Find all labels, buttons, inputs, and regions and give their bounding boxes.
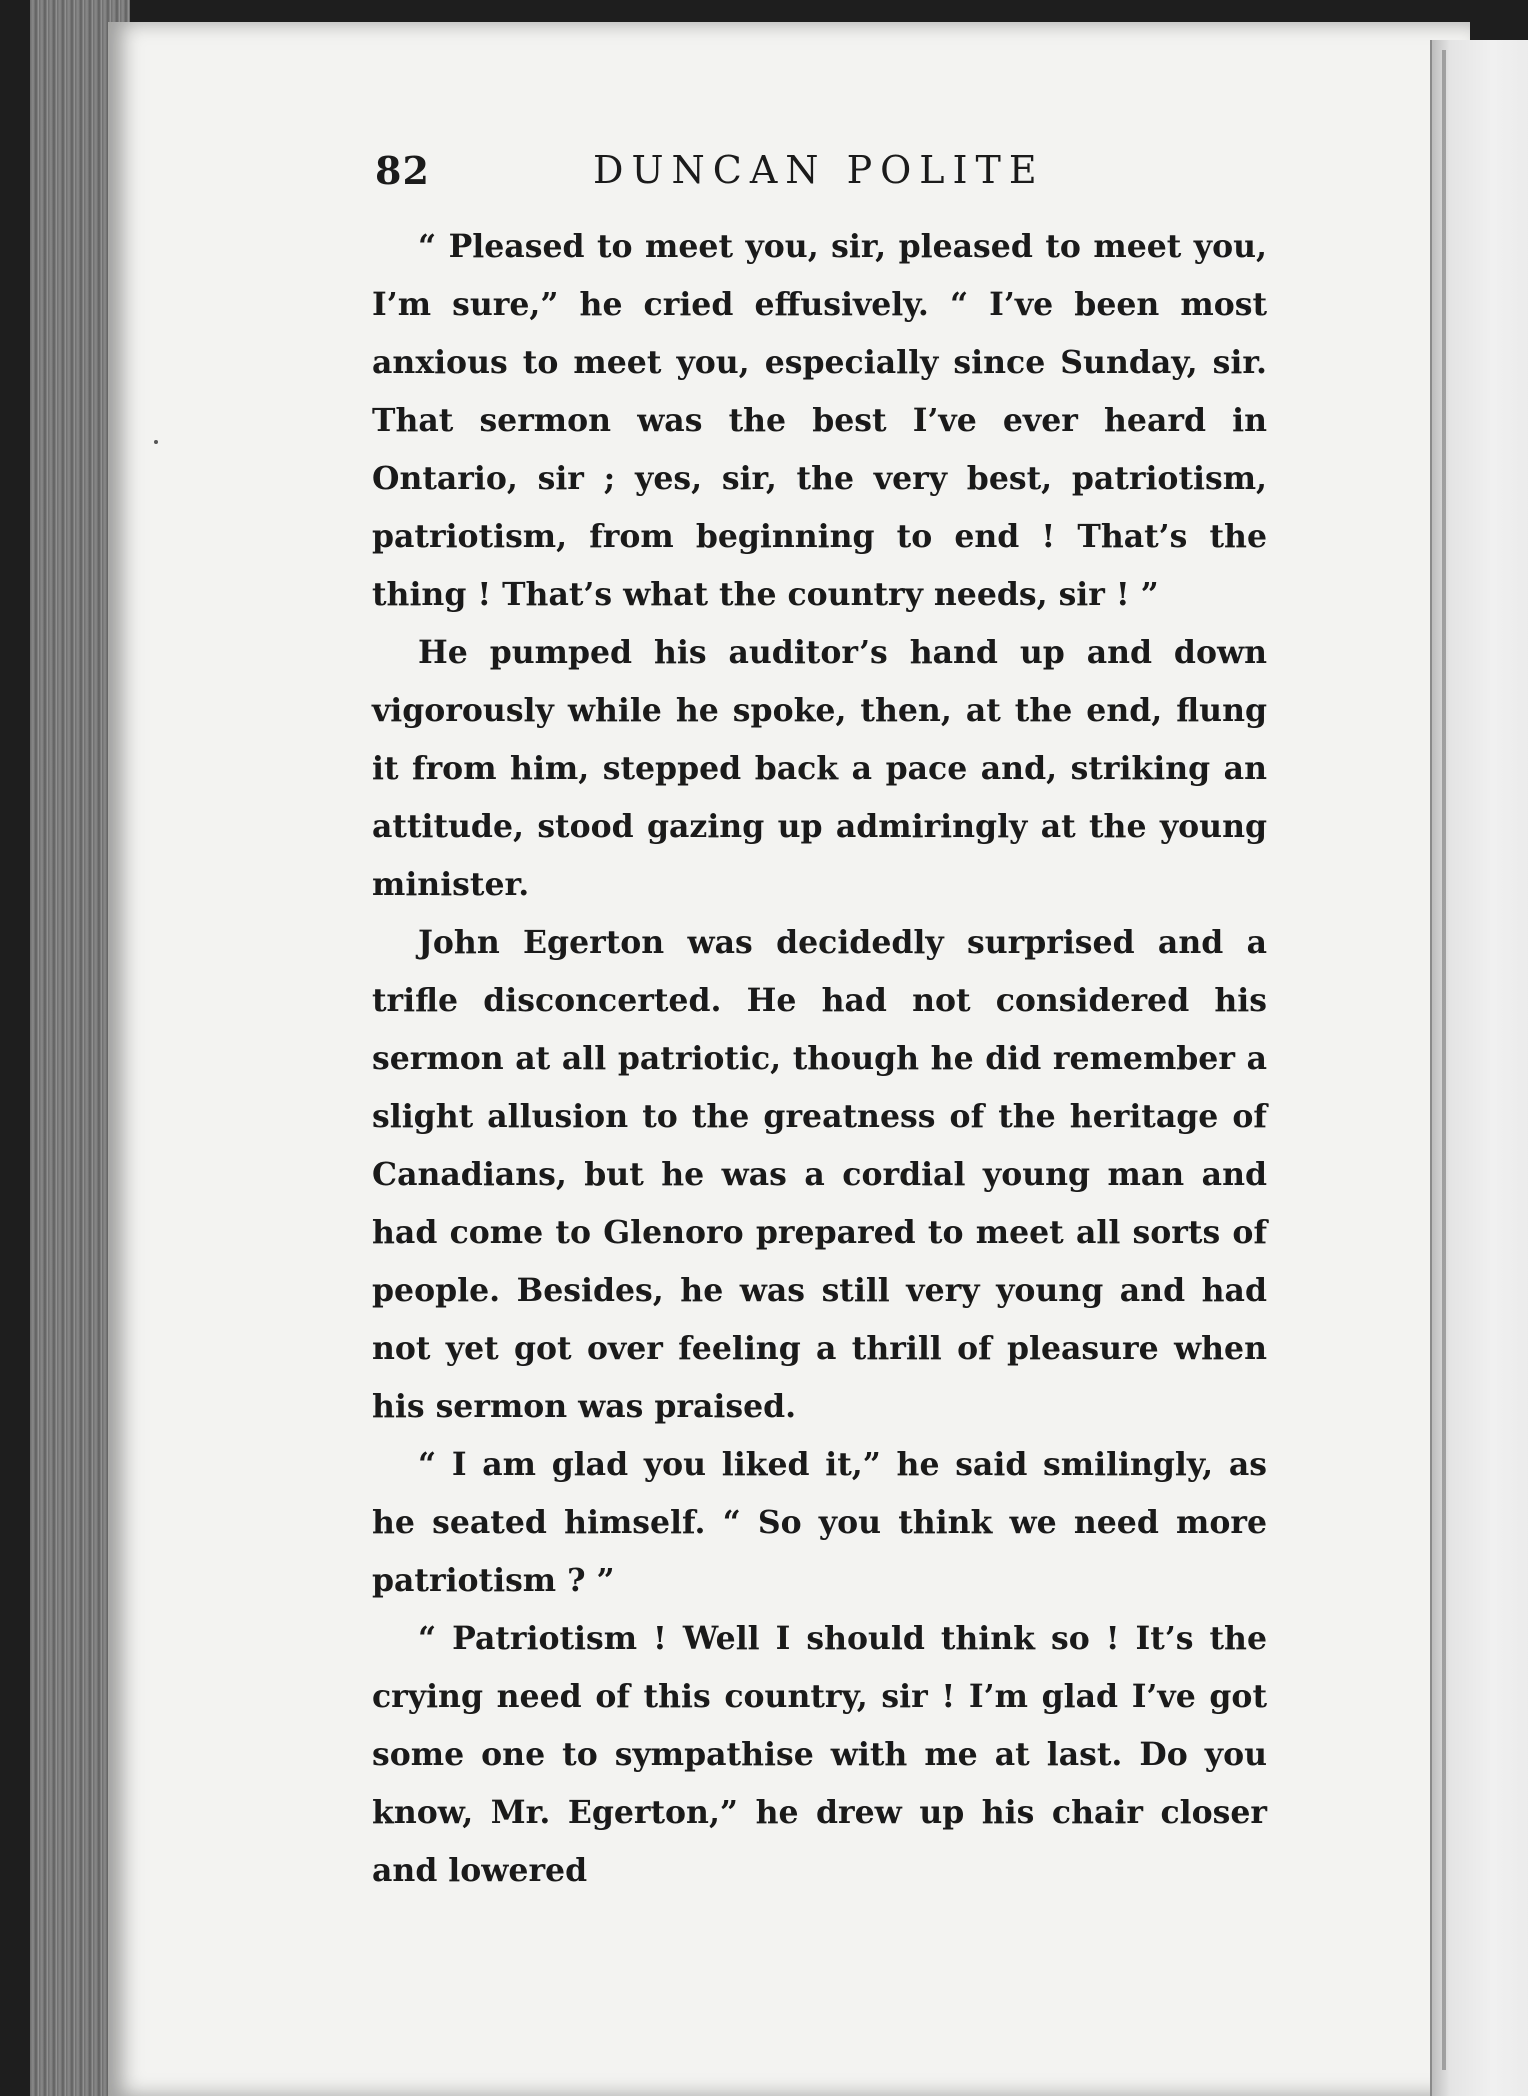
paragraph-1: “ Pleased to meet you, sir, pleased to meet you, I’m sure,” he cried effusively. “ I’ve been most anxious to meet you, especially since Sunday, sir. That sermon was the best I’ve ever heard in Ontario, sir ; yes, sir, the very best, patriotism, patriotism, from beginning to end ! That’s the thing ! That’s what the country needs, sir ! ”	[372, 228, 1267, 613]
paragraph-2: He pumped his auditor’s hand up and down vigorously while he spoke, then, at the end, flung it from him, stepped back a pace and, striking an attitude, stood gazing up admiringly at the young minister.	[372, 634, 1267, 903]
running-title: DUNCAN POLITE	[593, 148, 1045, 192]
paragraph-4: “ I am glad you liked it,” he said smilingly, as he seated himself. “ So you think we need more patriotism ? ”	[372, 1446, 1267, 1599]
paragraph-5: “ Patriotism ! Well I should think so ! It’s the crying need of this country, sir ! I’m glad I’ve got some one to sympathise with me at last. Do you know, Mr. Egerton,” he drew up his chair closer and lowered	[372, 1620, 1267, 1889]
body-text	[372, 218, 1267, 1900]
dust-speck	[154, 440, 158, 444]
paragraph-3: John Egerton was decidedly surprised and a trifle disconcerted. He had not considered his sermon at all patriotic, though he did remember a slight allusion to the greatness of the heritage of Canadians, but he was a cordial young man and had come to Glenoro prepared to meet all sorts of people. Besides, he was still very young and had not yet got over feeling a thrill of pleasure when his sermon was praised.	[372, 924, 1267, 1425]
page-header	[375, 148, 1275, 208]
page-number: 82	[375, 148, 430, 193]
gutter-shadow	[1442, 50, 1446, 2070]
